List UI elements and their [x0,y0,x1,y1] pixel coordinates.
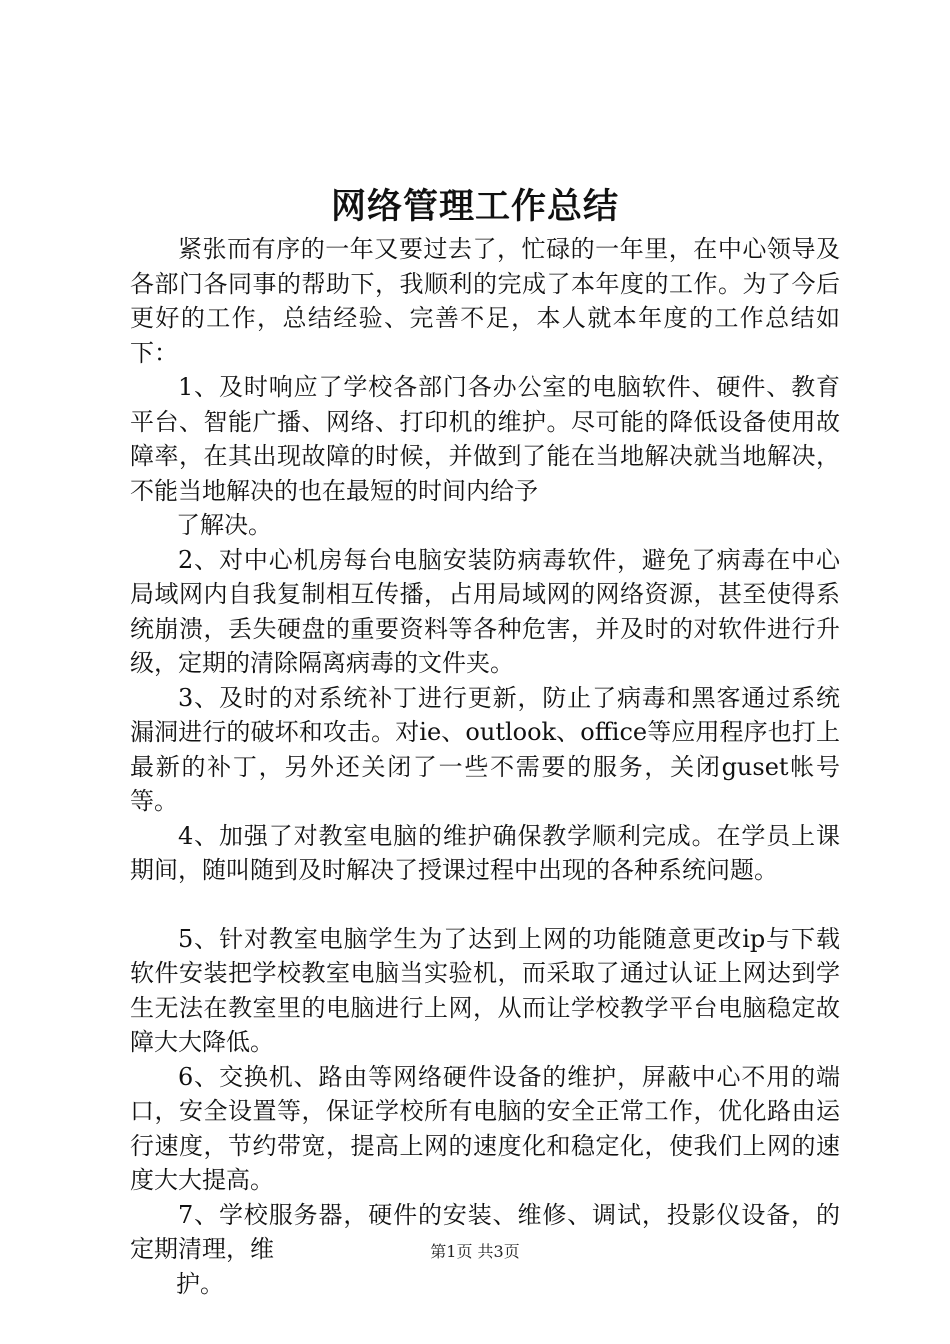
paragraph-gap [130,888,840,922]
paragraph-item-4: 4、加强了对教室电脑的维护确保教学顺利完成。在学员上课期间，随叫随到及时解决了授课过程中出现的各种系统问题。 [130,821,840,884]
paragraph-item-6: 6、交换机、路由等网络硬件设备的维护，屏蔽中心不用的端口，安全设置等，保证学校所有电脑的安全正常工作，优化路由运行速度，节约带宽，提高上网的速度化和稳定化，使我们上网的速度大大提高。 [130,1062,840,1194]
paragraph-item-7: 7、学校服务器，硬件的安装、维修、调试，投影仪设备，的定期清理，维 [130,1200,840,1263]
paragraph-intro: 紧张而有序的一年又要过去了，忙碌的一年里，在中心领导及各部门各同事的帮助下，我顺利的完成了本年度的工作。为了今后更好的工作，总结经验、完善不足，本人就本年度的工作总结如下： [130,235,840,367]
paragraph-item-5: 5、针对教室电脑学生为了达到上网的功能随意更改ip与下载软件安装把学校教室电脑当实验机，而采取了通过认证上网达到学生无法在教室里的电脑进行上网，从而让学校教学平台电脑稳定故障大大降低。 [130,924,840,1056]
paragraph-item-7-tail: 护。 [176,1269,224,1298]
paragraph-item-3: 3、及时的对系统补丁进行更新，防止了病毒和黑客通过系统漏洞进行的破坏和攻击。对ie、outlook、office等应用程序也打上最新的补丁，另外还关闭了一些不需要的服务，关闭guset帐号等。 [130,683,840,815]
document-body [130,232,840,1301]
paragraph-item-1-tail: 了解决。 [176,511,272,539]
document-title: 网络管理工作总结 [330,187,619,227]
paragraph-item-2: 2、对中心机房每台电脑安装防病毒软件，避免了病毒在中心局域网内自我复制相互传播，占用局域网的网络资源，甚至使得系统崩溃，丢失硬盘的重要资料等各种危害，并及时的对软件进行升级，定期的清除隔离病毒的文件夹。 [130,545,840,677]
page-number-footer: 第1页 共3页 [430,1242,520,1261]
paragraph-item-1: 1、及时响应了学校各部门各办公室的电脑软件、硬件、教育平台、智能广播、网络、打印机的维护。尽可能的降低设备使用故障率，在其出现故障的时候，并做到了能在当地解决就当地解决，不能当地解决的也在最短的时间内给予 [130,373,840,505]
